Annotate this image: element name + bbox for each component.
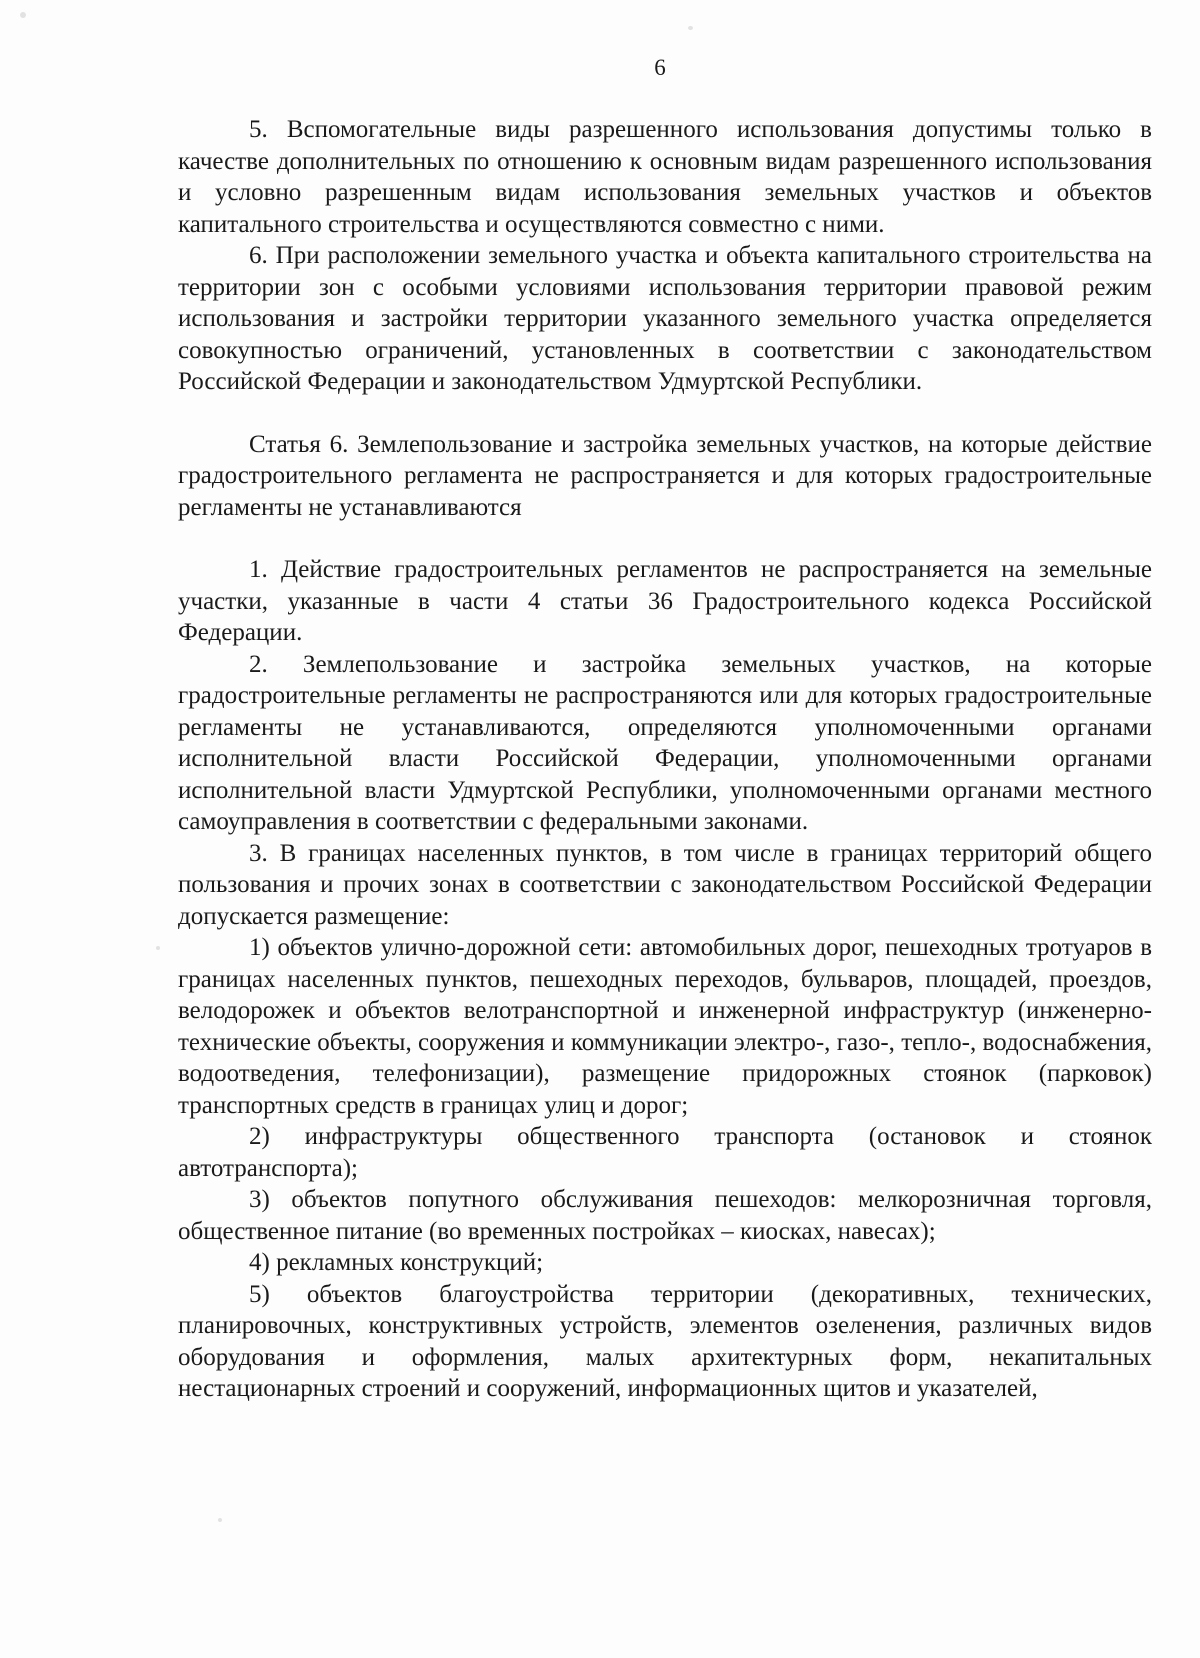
- page-number: 6: [654, 55, 666, 80]
- article-6-paragraph-1: 1. Действие градостроительных регламентов не распространяется на земельные участки, указанные в части 4 статьи 36 Градостроительного кодекса Российской Федерации.: [178, 556, 1152, 646]
- list-item-5: 5) объектов благоустройства территории (декоративных, технических, планировочных, конструктивных устройств, элементов озеленения, различных видов оборудования и оформления, малых архитектурных форм, некапитальных нестационарных строений и сооружений, информационных щитов и указателей,: [178, 1280, 1152, 1402]
- list-item-4: 4) рекламных конструкций;: [249, 1249, 544, 1276]
- scan-speck: [688, 26, 693, 30]
- paragraph-6: 6. При расположении земельного участка и объекта капитального строительства на территории зон с особыми условиями использования территории правовой режим использования и застройки территории указанного земельного участка определяется совокупностью ограничений, установленных в соответствии с законодательством Российской Федерации и законодательством Удмуртской Республики.: [178, 242, 1152, 395]
- scan-speck: [218, 1518, 222, 1522]
- article-6-paragraph-3: 3. В границах населенных пунктов, в том числе в границах территорий общего пользования и прочих зонах в соответствии с законодательством Российской Федерации допускается размещение:: [178, 839, 1152, 930]
- document-body: [178, 114, 1152, 1405]
- list-item-1: 1) объектов улично-дорожной сети: автомобильных дорог, пешеходных тротуаров в границах населенных пунктов, пешеходных переходов, бульваров, площадей, проездов, велодорожек и объектов велотранспортной и инженерной инфраструктур (инженерно-технические объекты, сооружения и коммуникации электро-, газо-, тепло-, водоснабжения, водоотведения, телефонизации), размещение придорожных стоянок (парковок) транспортных средств в границах улиц и дорог;: [178, 934, 1152, 1119]
- article-6-heading: Статья 6. Землепользование и застройка земельных участков, на которые действие градостроительного регламента не распространяется и для которых градостроительные регламенты не устанавливаются: [178, 430, 1152, 521]
- scan-speck: [156, 946, 160, 950]
- list-item-3: 3) объектов попутного обслуживания пешеходов: мелкорозничная торговля, общественное питание (во временных постройках – киосках, навесах);: [178, 1186, 1152, 1245]
- list-item-2: 2) инфраструктуры общественного транспорта (остановок и стоянок автотранспорта);: [178, 1123, 1152, 1182]
- paragraph-5: 5. Вспомогательные виды разрешенного использования допустимы только в качестве дополнительных по отношению к основным видам разрешенного использования и условно разрешенным видам использования земельных участков и объектов капитального строительства и осуществляются совместно с ними.: [178, 116, 1152, 238]
- scan-speck: [20, 12, 26, 18]
- article-6-paragraph-2: 2. Землепользование и застройка земельных участков, на которые градостроительные регламенты не распространяются или для которых градостроительные регламенты не устанавливаются, определяются уполномоченными органами исполнительной власти Российской Федерации, уполномоченными органами исполнительной власти Удмуртской Республики, уполномоченными органами местного самоуправления в соответствии с федеральными законами.: [178, 650, 1152, 835]
